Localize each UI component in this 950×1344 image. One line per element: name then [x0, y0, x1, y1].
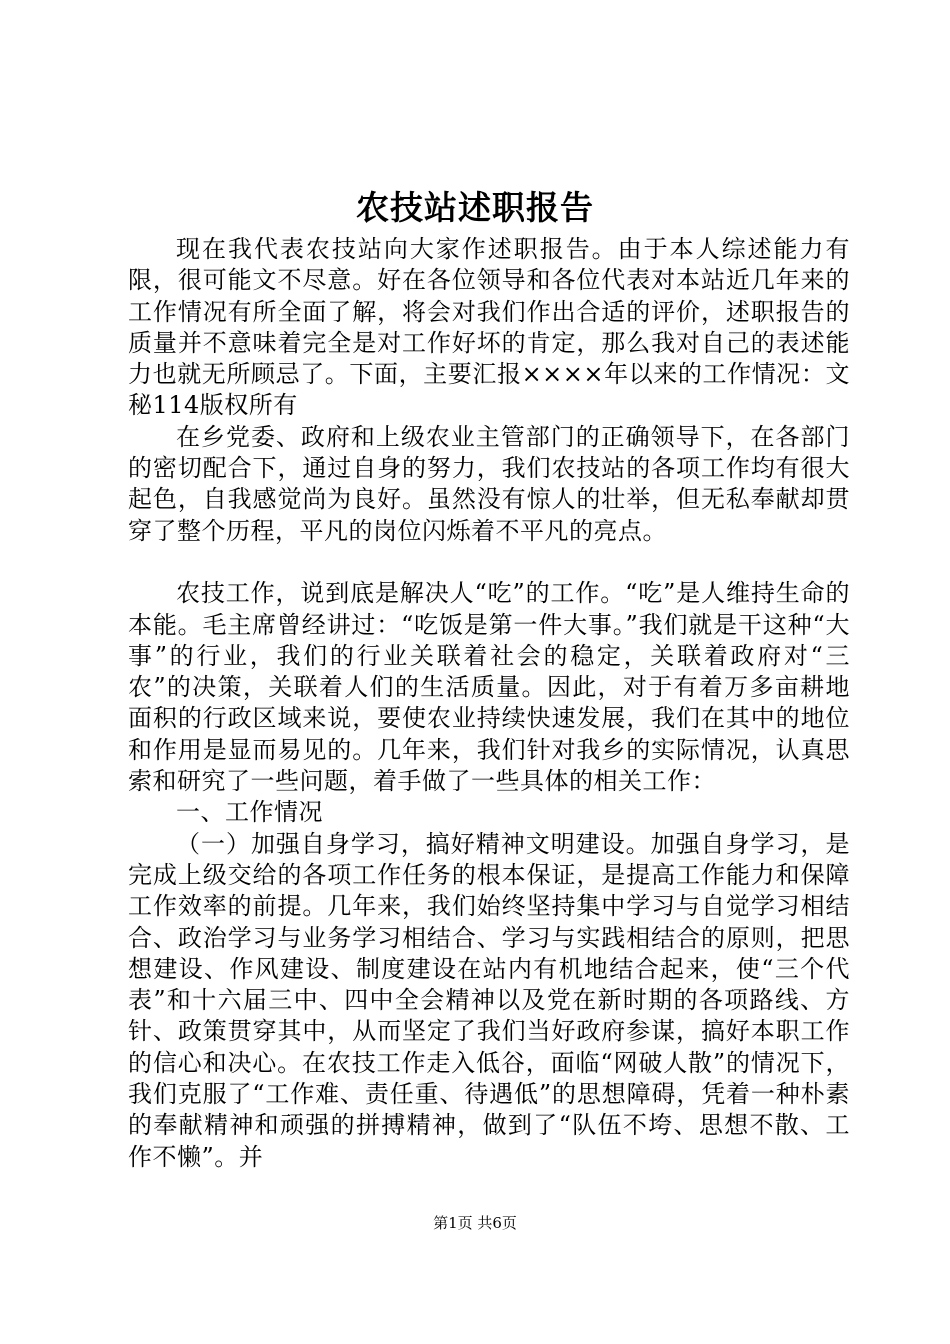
- document-title: 农技站述职报告: [356, 188, 594, 227]
- document-body: [128, 234, 850, 1173]
- page-footer: 第1页 共6页: [433, 1214, 517, 1232]
- paragraph-overview: 在乡党委、政府和上级农业主管部门的正确领导下，在各部门的密切配合下，通过自身的努力，我们农技站的各项工作均有很大起色，自我感觉尚为良好。虽然没有惊人的壮举，但无私奉献却贯穿了整个历程，平凡的岗位闪烁着不平凡的亮点。: [128, 422, 850, 545]
- paragraph-intro: 现在我代表农技站向大家作述职报告。由于本人综述能力有限，很可能文不尽意。好在各位领导和各位代表对本站近几年来的工作情况有所全面了解，将会对我们作出合适的评价，述职报告的质量并不意味着完全是对工作好坏的肯定，那么我对自己的表述能力也就无所顾忌了。下面，主要汇报××××年以来的工作情况：文秘114版权所有: [128, 235, 850, 420]
- paragraph-subsection-1: （一）加强自身学习，搞好精神文明建设。加强自身学习，是完成上级交给的各项工作任务的根本保证，是提高工作能力和保障工作效率的前提。几年来，我们始终坚持集中学习与自觉学习相结合、政治学习与业务学习相结合、学习与实践相结合的原则，把思想建设、作风建设、制度建设在站内有机地结合起来，使“三个代表”和十六届三中、四中全会精神以及党在新时期的各项路线、方针、政策贯穿其中，从而坚定了我们当好政府参谋，搞好本职工作的信心和决心。在农技工作走入低谷，面临“网破人散”的情况下，我们克服了“工作难、责任重、待遇低”的思想障碍，凭着一种朴素的奉献精神和顽强的拼搏精神，做到了“队伍不垮、思想不散、工作不懒”。并: [128, 829, 850, 1171]
- section-heading: 一、工作情况: [176, 798, 323, 827]
- paragraph-agriculture-work: 农技工作，说到底是解决人“吃”的工作。“吃”是人维持生命的本能。毛主席曾经讲过：“吃饭是第一件大事。”我们就是干这种“大事”的行业，我们的行业关联着社会的稳定，关联着政府对“三农”的决策，关联着人们的生活质量。因此，对于有着万多亩耕地面积的行政区域来说，要使农业持续快速发展，我们在其中的地位和作用是显而易见的。几年来，我们针对我乡的实际情况，认真思索和研究了一些问题，着手做了一些具体的相关工作：: [128, 579, 850, 796]
